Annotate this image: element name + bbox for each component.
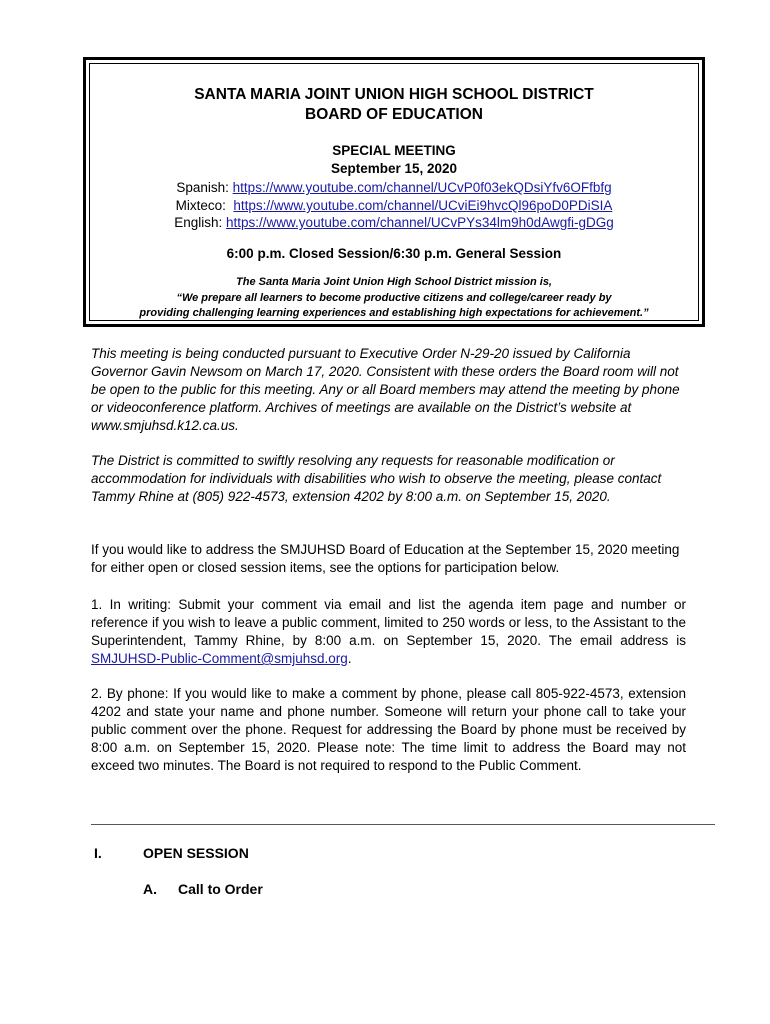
item-letter: A.: [143, 881, 157, 897]
stream-link-mixteco[interactable]: https://www.youtube.com/channel/UCviEi9hvcQl96poD0PDiSIA: [233, 198, 613, 213]
participation-intro-paragraph: If you would like to address the SMJUHSD Board of Education at the September 15, 2020 meeting for either open or closed session items, see the options for participation below.: [91, 542, 680, 575]
stream-label: Spanish:: [176, 180, 233, 195]
stream-link-english[interactable]: https://www.youtube.com/channel/UCvPYs34lm9h0dAwgfi-gDGg: [226, 215, 614, 230]
mission-line: The Santa Maria Joint Union High School District mission is,: [236, 276, 552, 288]
stream-english: [90, 215, 698, 230]
section-title: OPEN SESSION: [143, 845, 249, 861]
stream-label: English:: [174, 215, 227, 230]
item-title: Call to Order: [178, 881, 263, 897]
public-comment-email-link[interactable]: SMJUHSD-Public-Comment@smjuhsd.org: [91, 651, 348, 666]
stream-mixteco: [90, 198, 698, 213]
section-divider: [91, 824, 715, 825]
stream-label: Mixteco:: [175, 198, 234, 213]
meeting-date: September 15, 2020: [330, 161, 458, 176]
mission-line: providing challenging learning experiences and establishing high expectations for achievement.”: [139, 307, 649, 319]
session-times: 6:00 p.m. Closed Session/6:30 p.m. General Session: [226, 246, 562, 261]
stream-link-spanish[interactable]: https://www.youtube.com/channel/UCvP0f03ekQDsiYfv6OFfbfg: [232, 180, 612, 195]
district-title: SANTA MARIA JOINT UNION HIGH SCHOOL DISTRICT: [194, 86, 594, 103]
writing-option-text: 1. In writing: Submit your comment via email and list the agenda item page and number or reference if you wish to leave a public comment, limited to 250 words or less, to the Assistant to the Superintendent, Tammy Rhine, by 8:00 a.m. on September 15, 2020. The email address is: [91, 597, 686, 648]
phone-option-paragraph: 2. By phone: If you would like to make a comment by phone, please call 805-922-4573, extension 4202 and state your name and phone number. Someone will return your phone call to take your public comment over the phone. Request for addressing the Board by phone must be received by 8:00 a.m. on September 15, 2020. Please note: The time limit to address the Board may not exceed two minutes. The Board is not required to respond to the Public Comment.: [91, 686, 686, 773]
header-box: [83, 57, 705, 327]
writing-option-end: .: [347, 651, 352, 666]
executive-order-paragraph: This meeting is being conducted pursuant to Executive Order N-29-20 issued by California Governor Gavin Newsom on March 17, 2020. Consistent with these orders the Board room will not be open to the public for this meeting. Any or all Board members may attend the meeting by phone or videoconference platform. Archives of meetings are available on the District’s website at www.smjuhsd.k12.ca.us.: [91, 346, 680, 433]
header-inner-border: [89, 63, 699, 321]
meeting-type: SPECIAL MEETING: [332, 143, 456, 158]
section-number: I.: [94, 845, 102, 861]
board-title: BOARD OF EDUCATION: [305, 106, 483, 123]
mission-line: “We prepare all learners to become productive citizens and college/career ready by: [176, 292, 612, 304]
writing-option-paragraph: [91, 596, 686, 668]
accommodation-paragraph: The District is committed to swiftly resolving any requests for reasonable modification or accommodation for individuals with disabilities who wish to observe the meeting, please contact Tammy Rhine at (805) 922-4573, extension 4202 by 8:00 a.m. on September 15, 2020.: [91, 453, 662, 504]
stream-spanish: [90, 180, 698, 195]
